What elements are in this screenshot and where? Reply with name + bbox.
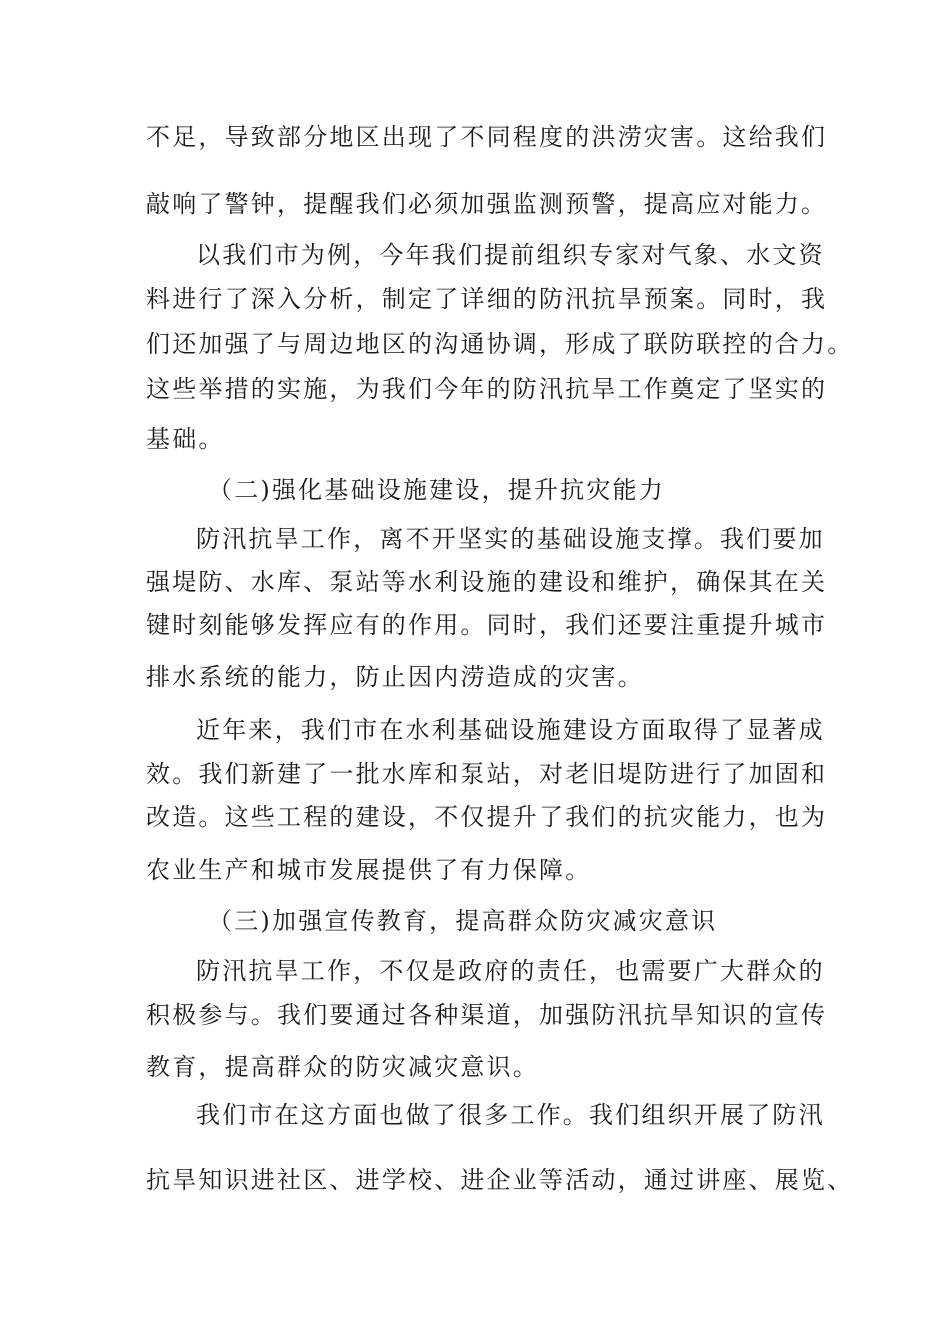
section-heading-3: （三)加强宣传教育，提高群众防灾减灾意识 bbox=[208, 907, 718, 935]
text-line: 防汛抗旱工作，不仅是政府的责任，也需要广大群众的 bbox=[196, 957, 825, 985]
text-line: 键时刻能够发挥应有的作用。同时，我们还要注重提升城市 bbox=[146, 611, 828, 639]
text-line: 积极参与。我们要通过各种渠道，加强防汛抗旱知识的宣传 bbox=[146, 1001, 828, 1029]
text-line: 农业生产和城市发展提供了有力保障。 bbox=[146, 856, 592, 884]
text-line: 基础。 bbox=[146, 425, 225, 453]
text-line: 敲响了警钟，提醒我们必须加强监测预警，提高应对能力。 bbox=[146, 190, 828, 218]
text-line: 抗旱知识进社区、进学校、进企业等活动，通过讲座、展览、 bbox=[146, 1166, 854, 1194]
text-line: 以我们市为例，今年我们提前组织专家对气象、水文资 bbox=[196, 241, 825, 269]
section-heading-2: （二)强化基础设施建设，提升抗灾能力 bbox=[208, 476, 665, 504]
text-line: 强堤防、水库、泵站等水利设施的建设和维护，确保其在关 bbox=[146, 568, 828, 596]
text-line: 这些举措的实施，为我们今年的防汛抗旱工作奠定了坚实的 bbox=[146, 375, 828, 403]
text-line: 近年来，我们市在水利基础设施建设方面取得了显著成 bbox=[196, 716, 825, 744]
text-line: 我们市在这方面也做了很多工作。我们组织开展了防汛 bbox=[196, 1101, 825, 1129]
text-line: 不足，导致部分地区出现了不同程度的洪涝灾害。这给我们 bbox=[146, 123, 828, 151]
text-line: 教育，提高群众的防灾减灾意识。 bbox=[146, 1053, 539, 1081]
text-line: 改造。这些工程的建设，不仅提升了我们的抗灾能力，也为 bbox=[146, 803, 828, 831]
text-line: 们还加强了与周边地区的沟通协调，形成了联防联控的合力。 bbox=[146, 330, 854, 358]
text-line: 效。我们新建了一批水库和泵站，对老旧堤防进行了加固和 bbox=[146, 760, 828, 788]
text-line: 排水系统的能力，防止因内涝造成的灾害。 bbox=[146, 663, 644, 691]
text-line: 防汛抗旱工作，离不开坚实的基础设施支撑。我们要加 bbox=[196, 525, 825, 553]
text-line: 料进行了深入分析，制定了详细的防汛抗旱预案。同时，我 bbox=[146, 285, 828, 313]
